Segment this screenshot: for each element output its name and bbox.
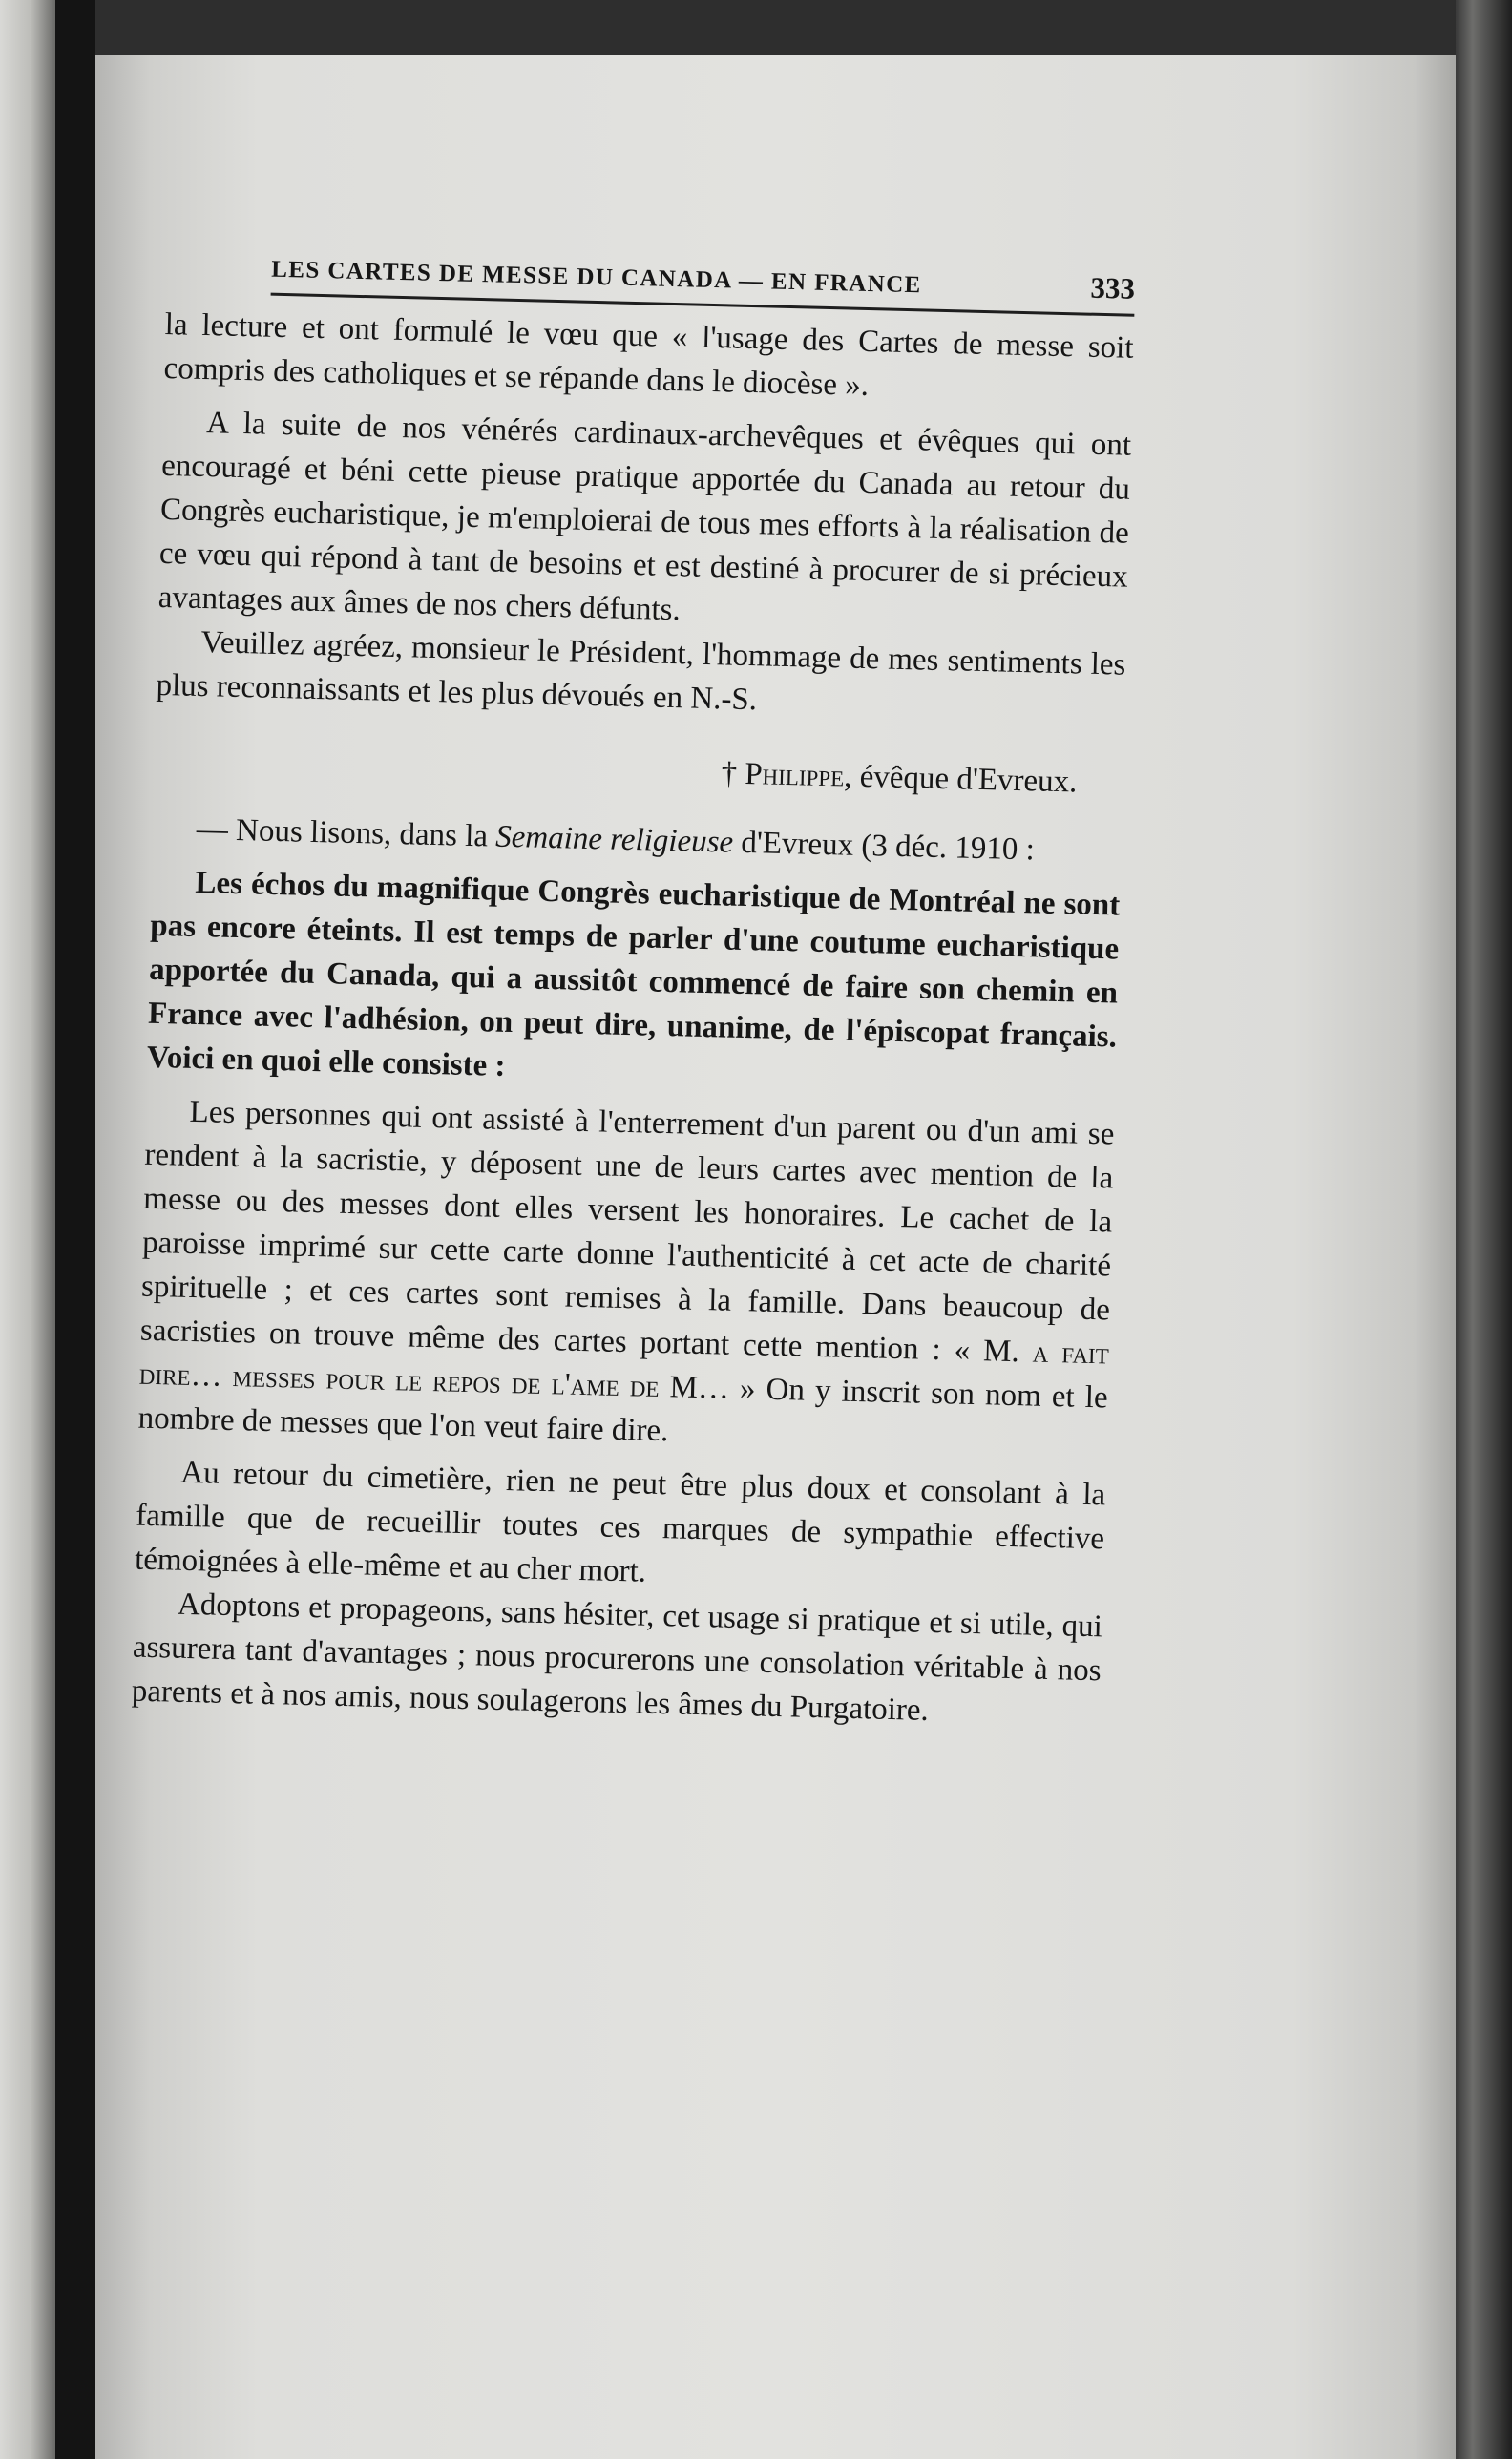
signature-name: Philippe	[744, 756, 845, 794]
running-head-title: LES CARTES DE MESSE DU CANADA — EN FRANCE	[270, 256, 922, 299]
page-stack-edge	[1456, 0, 1512, 2459]
custom-description-end: » On y inscrit son nom et le nombre de messes que l'on veut faire dire.	[137, 1371, 1109, 1449]
paragraph-bishop-letter: A la suite de nos vénérés cardinaux-archevêques et évêques qui ont encouragé et béni cette pieuse pratique apportée du Canada au retour du Congrès eucharistique, je m'emploierai de tous mes efforts à la réalisation de ce vœu qui répond à tant de besoins et est destiné à procurer de si précieux avantages aux âmes de nos chers défunts.	[158, 406, 1132, 628]
signature	[154, 738, 1078, 805]
card-mention-text: M. a fait dire… messes pour le repos de l'ame de M…	[138, 1334, 1110, 1406]
signature-title: , évêque d'Evreux.	[843, 759, 1078, 800]
page-number: 333	[1090, 270, 1136, 305]
paragraph-closing: Veuillez agréez, monsieur le Président, l'hommage de mes sentiments les plus reconnaissants et les plus dévoués en N.-S.	[156, 625, 1126, 718]
paragraph-continuation: la lecture et ont formulé le vœu que « l'usage des Cartes de messe soit compris des catholiques et se répande dans le diocèse ».	[163, 306, 1134, 403]
adjacent-page-edge	[0, 0, 55, 2459]
paragraph-custom-description	[137, 1089, 1115, 1464]
cross-symbol: †	[721, 756, 738, 791]
paragraph-cemetery: Au retour du cimetière, rien ne peut être plus doux et consolant à la famille que de recueillir toutes ces marques de sympathie effective témoignées à elle-même et au cher mort.	[134, 1455, 1106, 1589]
custom-description-text: Les personnes qui ont assisté à l'enterrement d'un parent ou d'un ami se rendent à la sacristie, y déposent une de leurs cartes avec mention de la messe ou des messes dont elles versent les honoraires. Le cachet de la paroisse imprimé sur cette carte donne l'authenticité à cet acte de charité spirituelle ; et ces cartes sont remises à la famille. Dans beaucoup de sacristies on trouve même des cartes portant cette mention : «	[139, 1094, 1115, 1369]
book-gutter	[55, 0, 95, 2459]
citation-source: d'Evreux (3 déc. 1910 :	[732, 825, 1036, 868]
page-text-block	[131, 239, 1135, 1736]
citation-intro: — Nous lisons, dans la	[196, 811, 496, 854]
citation-journal-title: Semaine religieuse	[494, 819, 734, 860]
paragraph-exhortation: Adoptons et propageons, sans hésiter, cet usage si pratique et si utile, qui assurera tant d'avantages ; nous procurerons une consolation véritable à nos parents et à nos amis, nous soulagerons les âmes du Purgatoire.	[131, 1587, 1103, 1728]
paragraph-quoted-bold: Les échos du magnifique Congrès eucharistique de Montréal ne sont pas encore éteints. Il est temps de parler d'une coutume eucharistique apportée du Canada, qui a aussitôt commencé de faire son chemin en France avec l'adhésion, on peut dire, unanime, de l'épiscopat français. Voici en quoi elle consiste :	[146, 865, 1121, 1083]
